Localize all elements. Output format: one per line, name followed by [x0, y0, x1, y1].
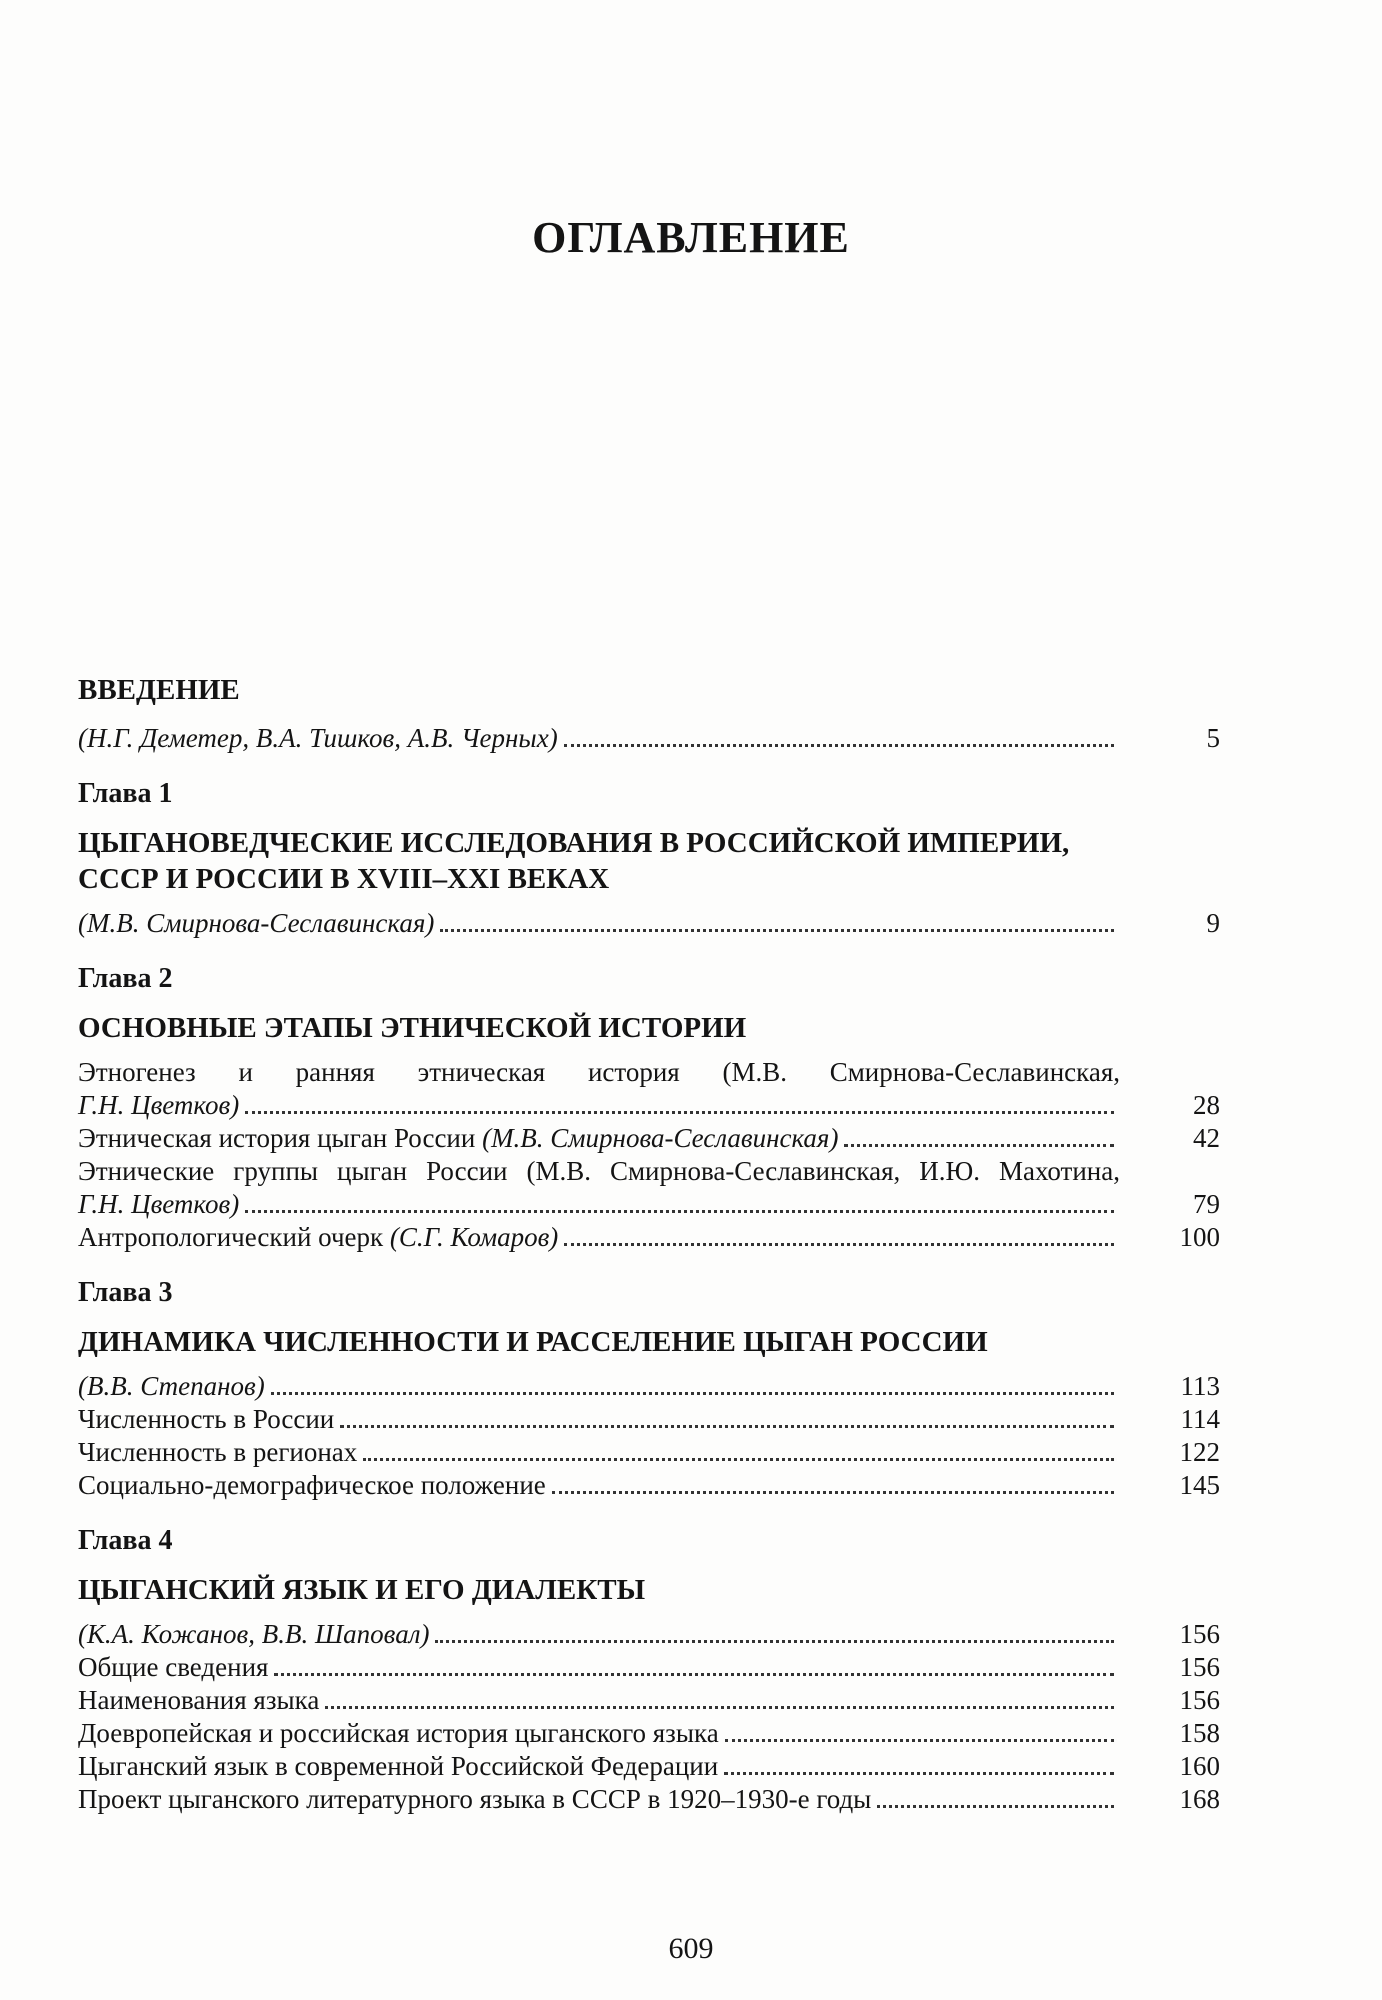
- entry-text: Цыганский язык в современной Российской Федерации: [78, 1751, 719, 1781]
- chapter-title: [78, 1010, 1220, 1046]
- entry-text: Общие сведения: [78, 1652, 269, 1682]
- dot-leader: [271, 1392, 1114, 1395]
- entry-text: Проект цыганского литературного языка в СССР в 1920–1930-е годы: [78, 1784, 872, 1814]
- table-of-contents: [78, 672, 1220, 1816]
- page-number: 5: [1206, 723, 1220, 753]
- entry-authors: (В.В. Степанов): [78, 1371, 265, 1401]
- toc-entry: [78, 1717, 1220, 1750]
- toc-entry: [78, 1056, 1220, 1122]
- entry-authors: (Н.Г. Деметер, В.А. Тишков, А.В. Черных): [78, 723, 558, 753]
- dot-leader: [274, 1673, 1114, 1676]
- dot-leader: [440, 929, 1114, 932]
- entry-text: Социально-демографическое положение: [78, 1470, 546, 1500]
- toc-entry: [78, 1783, 1220, 1816]
- toc-entry: [78, 1155, 1220, 1221]
- page-number: 100: [1179, 1222, 1220, 1252]
- intro-heading: ВВЕДЕНИЕ: [78, 674, 240, 706]
- entry-text-line: Этнические группы цыган России (М.В. Смирнова-Сеславинская, И.Ю. Махотина,: [78, 1156, 1120, 1186]
- chapter-title: [78, 1324, 1220, 1360]
- chapter-label: Глава 3: [78, 1277, 173, 1308]
- chapter-label: Глава 2: [78, 963, 173, 994]
- dot-leader: [245, 1210, 1114, 1213]
- toc-entry: [78, 907, 1220, 940]
- entry-authors: Г.Н. Цветков): [78, 1189, 240, 1219]
- dot-leader: [725, 1739, 1114, 1742]
- dot-leader: [564, 1243, 1114, 1246]
- entry-authors: (М.В. Смирнова-Сеславинская): [482, 1123, 839, 1153]
- dot-leader: [552, 1491, 1114, 1494]
- toc-entry: [78, 1370, 1220, 1403]
- dot-leader: [877, 1805, 1114, 1808]
- toc-entry: [78, 1436, 1220, 1469]
- page-number: 145: [1179, 1470, 1220, 1500]
- page-number: 168: [1179, 1784, 1220, 1814]
- entry-text: Численность в регионах: [78, 1437, 358, 1467]
- chapter-label: Глава 1: [78, 778, 173, 809]
- toc-entry: [78, 1750, 1220, 1783]
- chapter-title-line: ЦЫГАНСКИЙ ЯЗЫК И ЕГО ДИАЛЕКТЫ: [78, 1574, 646, 1606]
- dot-leader: [435, 1640, 1114, 1643]
- dot-leader: [245, 1111, 1114, 1114]
- page-number: 156: [1179, 1685, 1220, 1715]
- chapter-title-line: ДИНАМИКА ЧИСЛЕННОСТИ И РАССЕЛЕНИЕ ЦЫГАН РОССИИ: [78, 1326, 988, 1358]
- toc-entry: [78, 1469, 1220, 1502]
- page-number: 160: [1179, 1751, 1220, 1781]
- toc-entry: [78, 1122, 1220, 1155]
- entry-text-line: Этногенез и ранняя этническая история (М.В. Смирнова-Сеславинская,: [78, 1057, 1120, 1087]
- page-number: 113: [1180, 1371, 1220, 1401]
- page-title: ОГЛАВЛЕНИЕ: [532, 213, 850, 262]
- toc-entry: [78, 1403, 1220, 1436]
- chapter-label: Глава 4: [78, 1525, 173, 1556]
- chapter-title-line: ОСНОВНЫЕ ЭТАПЫ ЭТНИЧЕСКОЙ ИСТОРИИ: [78, 1012, 747, 1044]
- dot-leader: [844, 1144, 1114, 1147]
- page-number: 158: [1179, 1718, 1220, 1748]
- entry-text: Антропологический очерк: [78, 1222, 390, 1252]
- toc-entry: [78, 1651, 1220, 1684]
- toc-entry: [78, 1684, 1220, 1717]
- chapter-title: [78, 1572, 1220, 1608]
- page-number: 79: [1193, 1189, 1220, 1219]
- chapter-title-line: СССР И РОССИИ В XVIII–XXI ВЕКАХ: [78, 863, 610, 895]
- chapter-title-line: ЦЫГАНОВЕДЧЕСКИЕ ИССЛЕДОВАНИЯ В РОССИЙСКОЙ ИМПЕРИИ,: [78, 827, 1070, 859]
- entry-authors: (С.Г. Комаров): [389, 1222, 559, 1252]
- chapter-title: [78, 825, 1220, 897]
- entry-text: Численность в России: [78, 1404, 335, 1434]
- page-number: 122: [1179, 1437, 1220, 1467]
- dot-leader: [564, 744, 1114, 747]
- dot-leader: [340, 1425, 1114, 1428]
- page-number: 114: [1180, 1404, 1220, 1434]
- page-number: 28: [1193, 1090, 1220, 1120]
- page-number: 156: [1179, 1652, 1220, 1682]
- toc-entry-intro: [78, 722, 1220, 755]
- toc-entry: [78, 1221, 1220, 1254]
- page-number: 9: [1206, 908, 1220, 938]
- dot-leader: [363, 1458, 1114, 1461]
- dot-leader: [724, 1772, 1114, 1775]
- entry-authors: Г.Н. Цветков): [78, 1090, 240, 1120]
- page-folio: 609: [668, 1932, 714, 1965]
- entry-authors: (М.В. Смирнова-Сеславинская): [78, 908, 435, 938]
- entry-text: Доевропейская и российская история цыганского языка: [78, 1718, 719, 1748]
- dot-leader: [325, 1706, 1114, 1709]
- entry-authors: (К.А. Кожанов, В.В. Шаповал): [78, 1619, 430, 1649]
- page-number: 156: [1179, 1619, 1220, 1649]
- page-number: 42: [1193, 1123, 1220, 1153]
- toc-entry: [78, 1618, 1220, 1651]
- entry-text: Наименования языка: [78, 1685, 320, 1715]
- entry-text: Этническая история цыган России: [78, 1123, 483, 1153]
